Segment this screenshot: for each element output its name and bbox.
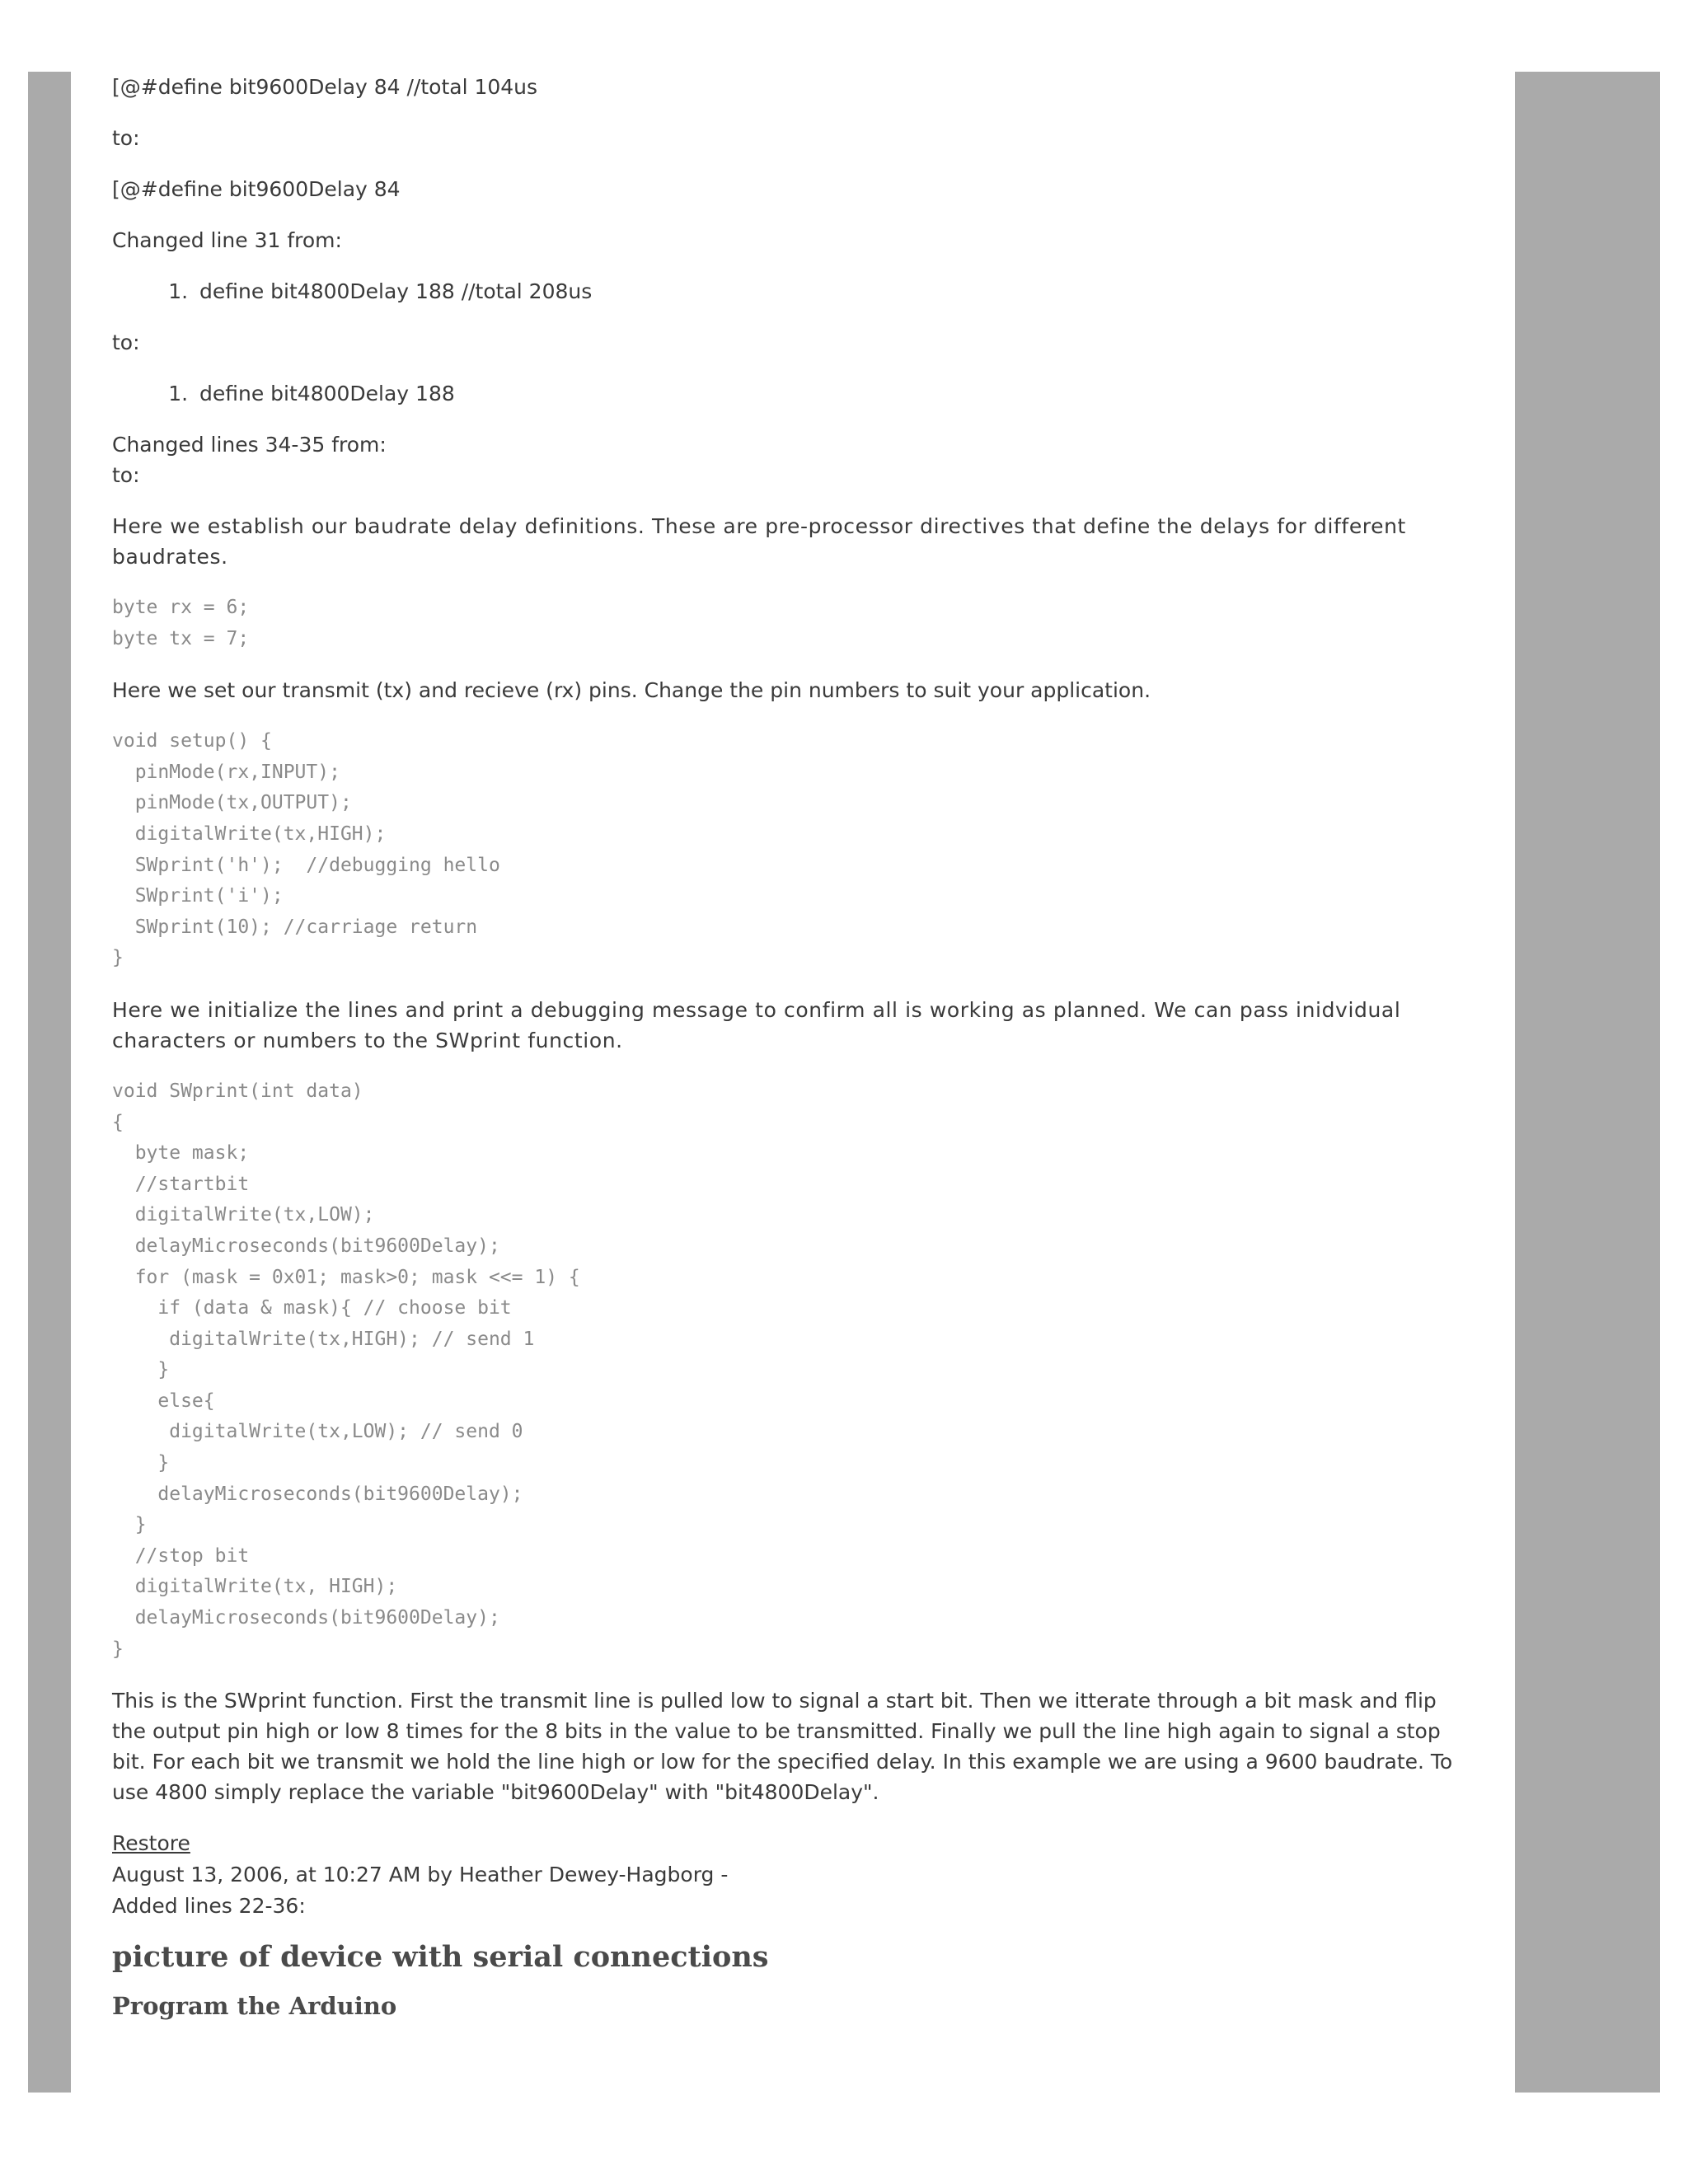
revision-timestamp: August 13, 2006, at 10:27 AM by Heather Dewey-Hagborg -	[112, 1863, 729, 1887]
code-block-pins: byte rx = 6; byte tx = 7;	[112, 597, 250, 649]
paragraph-swprint: This is the SWprint function. First the transmit line is pulled low to signal a start bit. Then we itterate through a bit mask and flip the output pin high or low 8 times for the 8 bits in the value to be transmitted. Finally we pull the line high again to signal a stop bit. For each bit we transmit we hold the line high or low for the specified delay. In this example we are using a 9600 baudrate. To use 4800 simply replace the variable "bit9600Delay" with "bit4800Delay".	[112, 1689, 1453, 1805]
right-sidebar-bar	[1515, 72, 1660, 2093]
diff-line-define-9600-original: [@#define bit9600Delay 84 //total 104us	[112, 75, 538, 99]
heading-program-arduino: Program the Arduino	[112, 1992, 397, 2021]
paragraph-init: Here we initialize the lines and print a debugging message to confirm all is working as planned. We can pass inidvidual characters or numbers to the SWprint function.	[112, 997, 1401, 1052]
left-sidebar-bar	[28, 72, 71, 2093]
list-item: 1. define bit4800Delay 188	[195, 378, 1472, 409]
list-item: 1. define bit4800Delay 188 //total 208us	[195, 276, 1472, 307]
code-block-swprint: void SWprint(int data) { byte mask; //startbit digitalWrite(tx,LOW); delayMicroseconds(bit9600Delay); for (mask = 0x01; mask>0; mask <<= 1) { if (data & mask){ // choose bit digitalWrite(tx,HIGH); // send 1 } else{ digitalWrite(tx,LOW); // send 0 } delayMicroseconds(bit9600Delay); } //stop bit digitalWrite(tx, HIGH); delayMicroseconds(bit9600Delay); }	[112, 1080, 580, 1660]
diff-line-to: to:	[112, 126, 140, 150]
diff-line-define-9600-new: [@#define bit9600Delay 84	[112, 177, 401, 201]
ordered-list-4800-original	[112, 276, 1472, 307]
diff-line-changed-34-35: Changed lines 34-35 from:	[112, 433, 387, 457]
diff-line-to: to:	[112, 330, 140, 354]
page-content	[112, 72, 1472, 2022]
code-block-setup: void setup() { pinMode(rx,INPUT); pinMode(tx,OUTPUT); digitalWrite(tx,HIGH); SWprint('h'); //debugging hello SWprint('i'); SWprint(10); //carriage return }	[112, 730, 500, 969]
ordered-list-4800-new	[112, 378, 1472, 409]
paragraph-baudrate: Here we establish our baudrate delay definitions. These are pre-processor directives that define the delays for different baudrates.	[112, 514, 1406, 569]
paragraph-pins: Here we set our transmit (tx) and recieve (rx) pins. Change the pin numbers to suit your application.	[112, 678, 1151, 703]
diff-line-to: to:	[112, 463, 140, 487]
heading-device-picture: picture of device with serial connections	[112, 1940, 769, 1975]
restore-link[interactable]: Restore	[112, 1831, 190, 1856]
revision-added-lines: Added lines 22-36:	[112, 1894, 306, 1919]
diff-line-changed-31: Changed line 31 from:	[112, 228, 342, 252]
